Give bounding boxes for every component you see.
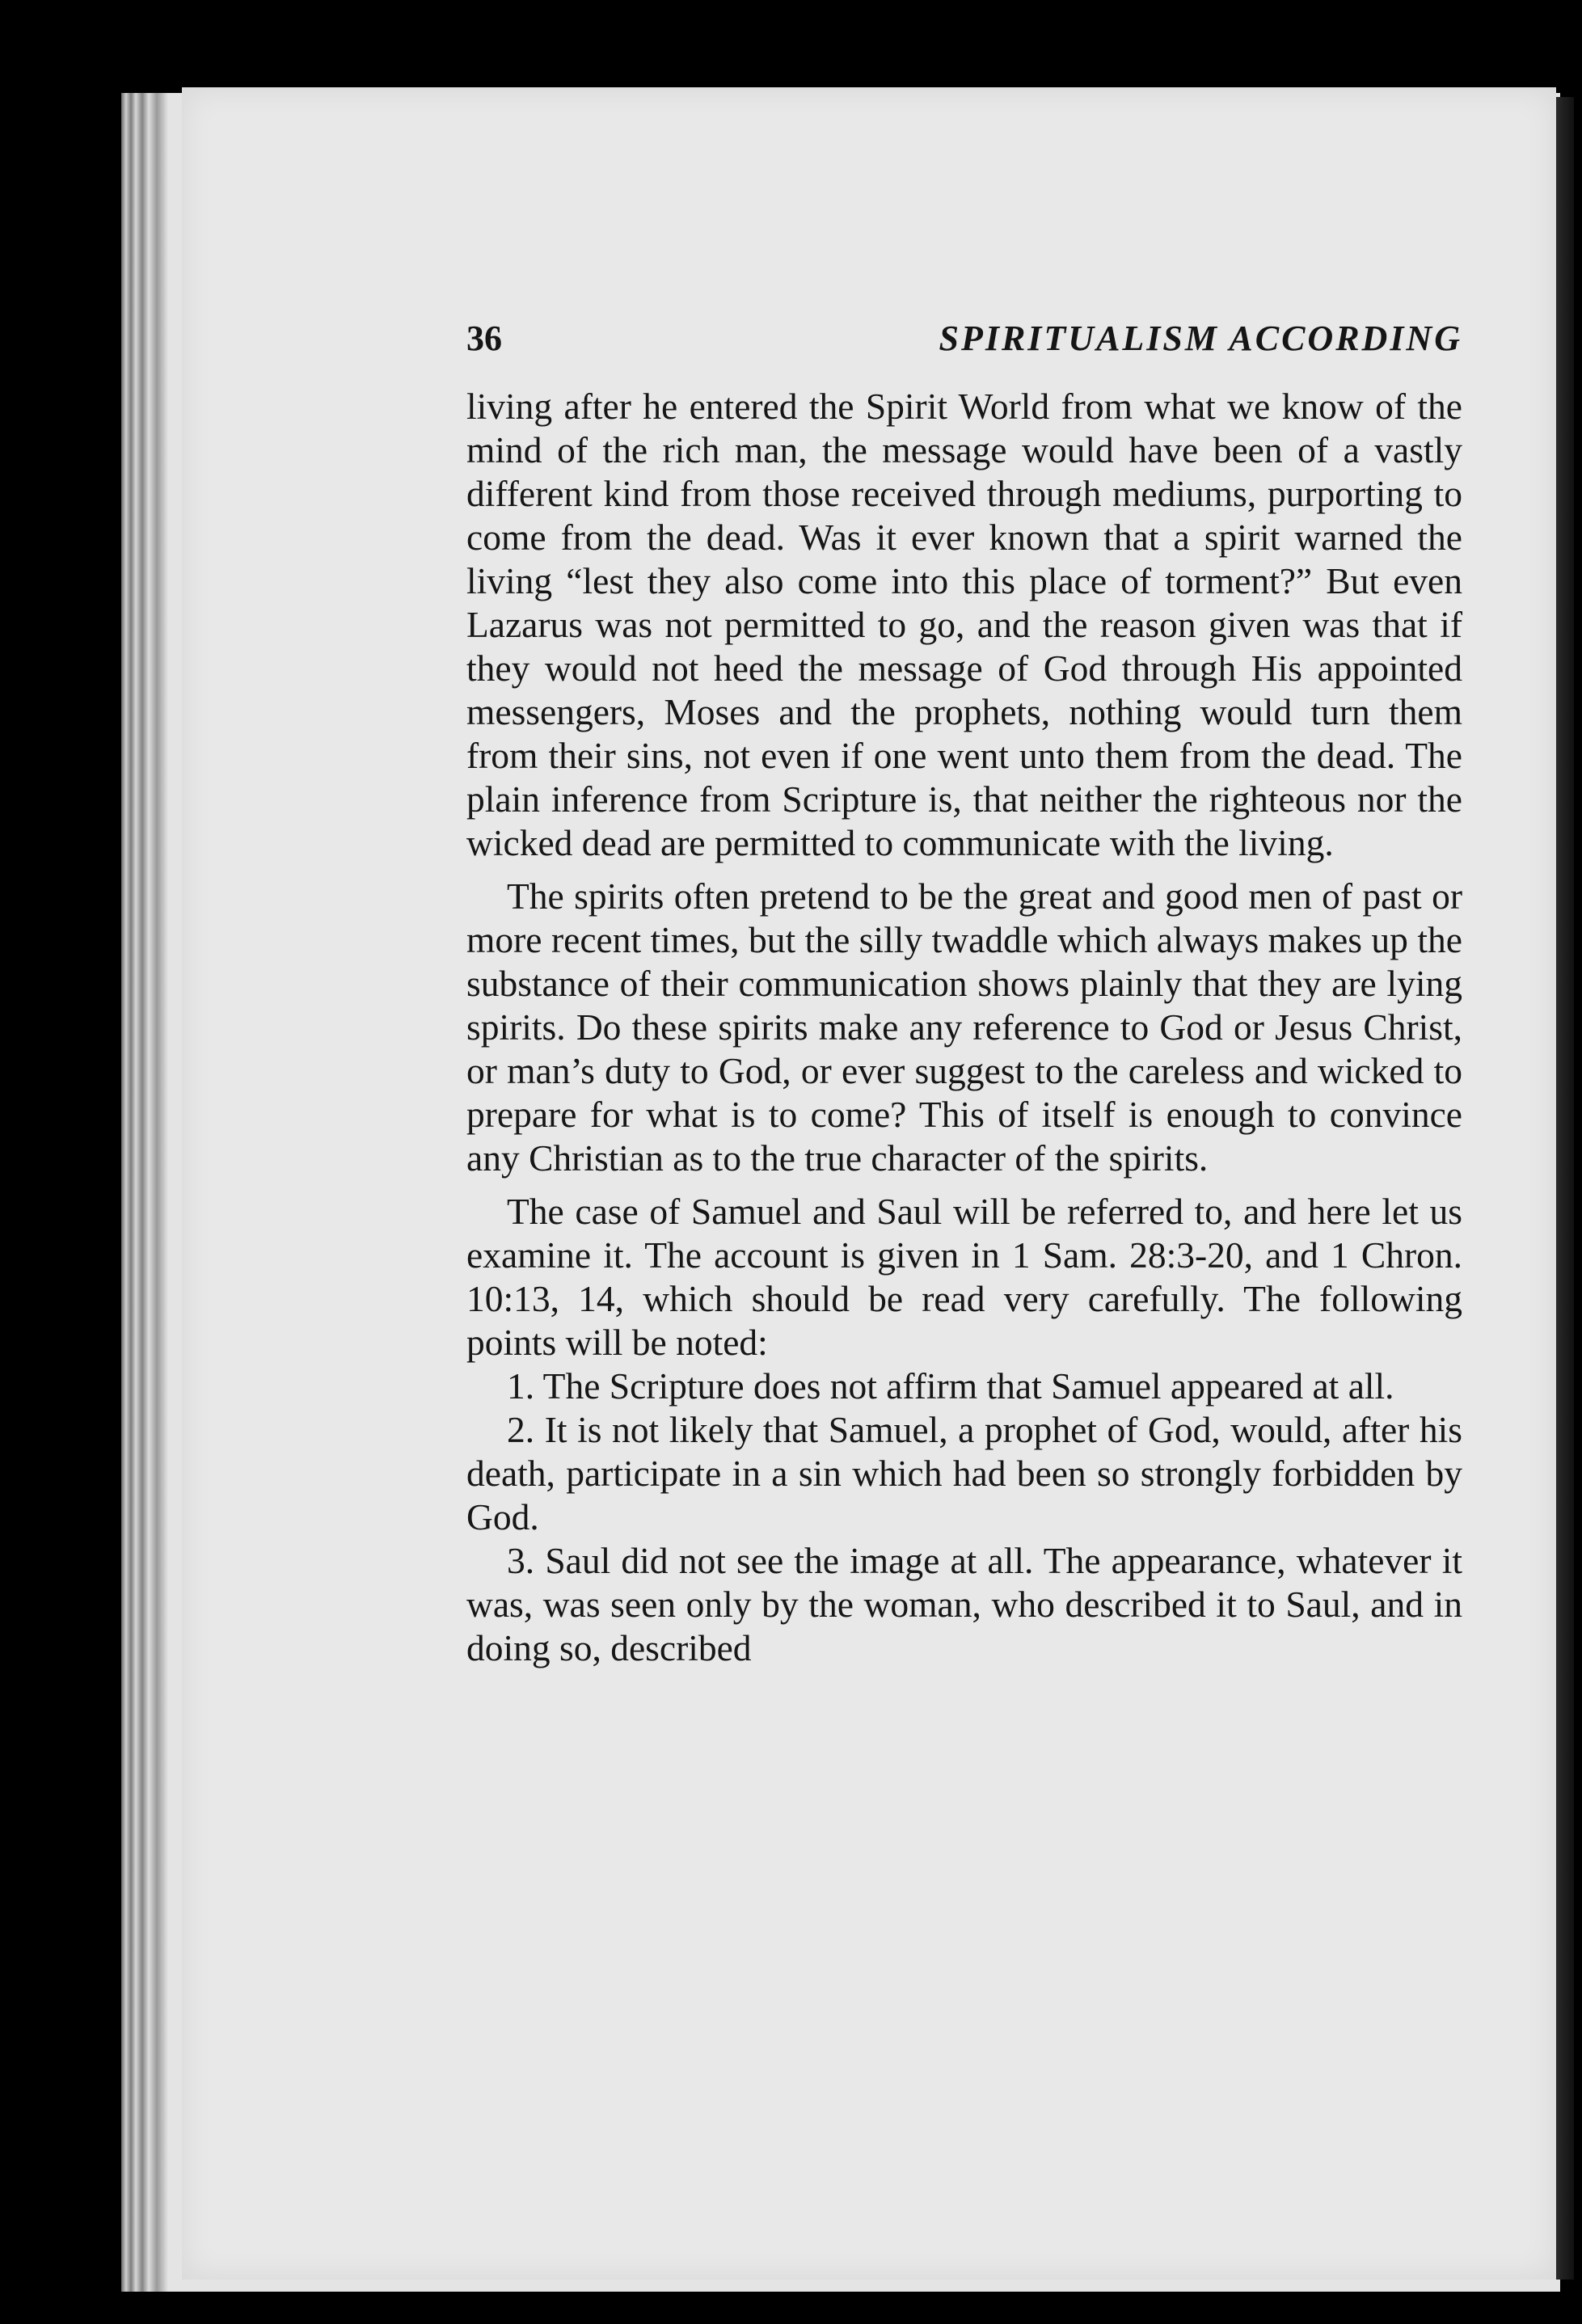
book-spine-shadow [1556,97,1574,2280]
body-text [466,385,1462,1670]
page-number: 36 [466,318,502,358]
list-item-2: 2. It is not likely that Samuel, a prophet of God, would, after his death, participate in a sin which had been so strongly forbidden by God. [466,1409,1462,1537]
running-title: SPIRITUALISM ACCORDING [939,318,1462,358]
paragraph-spirits: The spirits often pretend to be the great and good men of past or more recent times, but the silly twaddle which always makes up the substance of their communication shows plainly that they are lying spirits. Do these spirits make any reference to God or Jesus Christ, or man’s duty to God, or ever suggest to the careless and wicked to prepare for what is to come? This of itself is enough to convince any Christian as to the true character of the spirits. [466,875,1462,1179]
list-item-3: 3. Saul did not see the image at all. The appearance, whatever it was, was seen only by the woman, who described it to Saul, and in doing so, described [466,1540,1462,1668]
list-item-1: 1. The Scripture does not affirm that Samuel appeared at all. [507,1365,1394,1407]
running-head [466,318,1462,366]
paragraph-samuel-saul: The case of Samuel and Saul will be referred to, and here let us examine it. The account is given in 1 Sam. 28:3-20, and 1 Chron. 10:13, 14, which should be read very carefully. The following points will be noted: [466,1191,1462,1363]
paragraph-continuation: living after he entered the Spirit World from what we know of the mind of the rich man, the message would have been of a vastly different kind from those received through mediums, purporting to come from the dead. Was it ever known that a spirit warned the living “lest they also come into this place of torment?” But even Lazarus was not permitted to go, and the reason given was that if they would not heed the message of God through His appointed messengers, Moses and the prophets, nothing would turn them from their sins, not even if one went unto them from the dead. The plain inference from Scripture is, that neither the righteous nor the wicked dead are permitted to communicate with the living. [466,386,1462,863]
